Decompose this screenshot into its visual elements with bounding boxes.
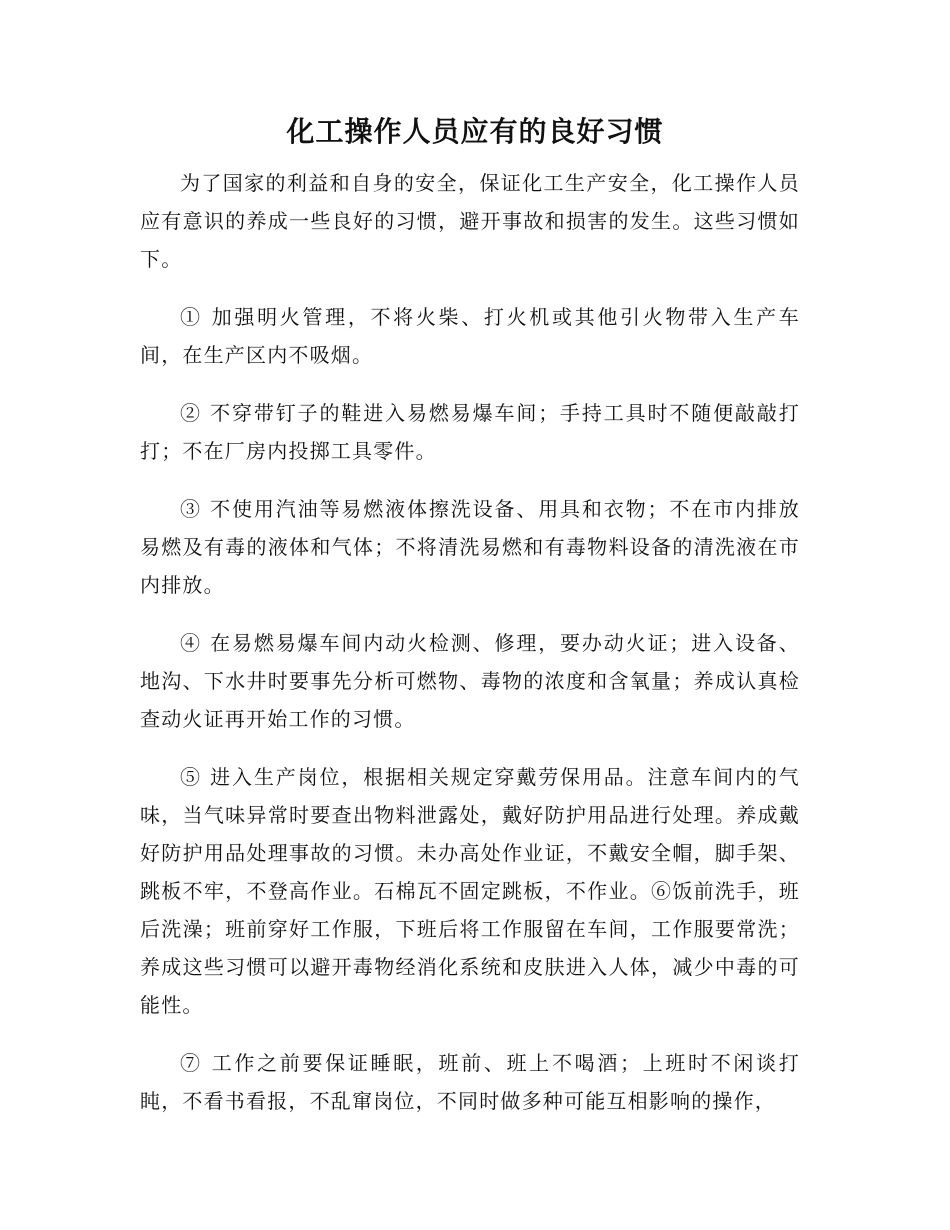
habit-paragraph-4: ④ 在易燃易爆车间内动火检测、修理，要办动火证；进入设备、地沟、下水井时要事先分析可燃物、毒物的浓度和含氧量；养成认真检查动火证再开始工作的习惯。 [140,631,800,731]
habit-paragraph-2: ② 不穿带钉子的鞋进入易燃易爆车间；手持工具时不随便敲敲打打；不在厂房内投掷工具零件。 [140,401,800,463]
habit-paragraph-1: ① 加强明火管理，不将火柴、打火机或其他引火物带入生产车间，在生产区内不吸烟。 [140,305,800,367]
habit-paragraph-3: ③ 不使用汽油等易燃液体擦洗设备、用具和衣物；不在市内排放易燃及有毒的液体和气体；不将清洗易燃和有毒物料设备的清洗液在市内排放。 [140,497,800,597]
habit-paragraph-5-6: ⑤ 进入生产岗位，根据相关规定穿戴劳保用品。注意车间内的气味，当气味异常时要查出物料泄露处，戴好防护用品进行处理。养成戴好防护用品处理事故的习惯。未办高处作业证，不戴安全帽，脚手架、跳板不牢，不登高作业。石棉瓦不固定跳板，不作业。⑥饭前洗手，班后洗澡；班前穿好工作服，下班后将工作服留在车间，工作服要常洗；养成这些习惯可以避开毒物经消化系统和皮肤进入人体，减少中毒的可能性。 [140,765,800,1017]
intro-paragraph: 为了国家的利益和自身的安全，保证化工生产安全，化工操作人员应有意识的养成一些良好的习惯，避开事故和损害的发生。这些习惯如下。 [140,171,800,271]
document-body [140,164,800,1140]
document-title: 化工操作人员应有的良好习惯 [286,115,664,148]
habit-paragraph-7: ⑦ 工作之前要保证睡眠，班前、班上不喝酒；上班时不闲谈打盹，不看书看报，不乱窜岗位，不同时做多种可能互相影响的操作， [140,1051,800,1113]
